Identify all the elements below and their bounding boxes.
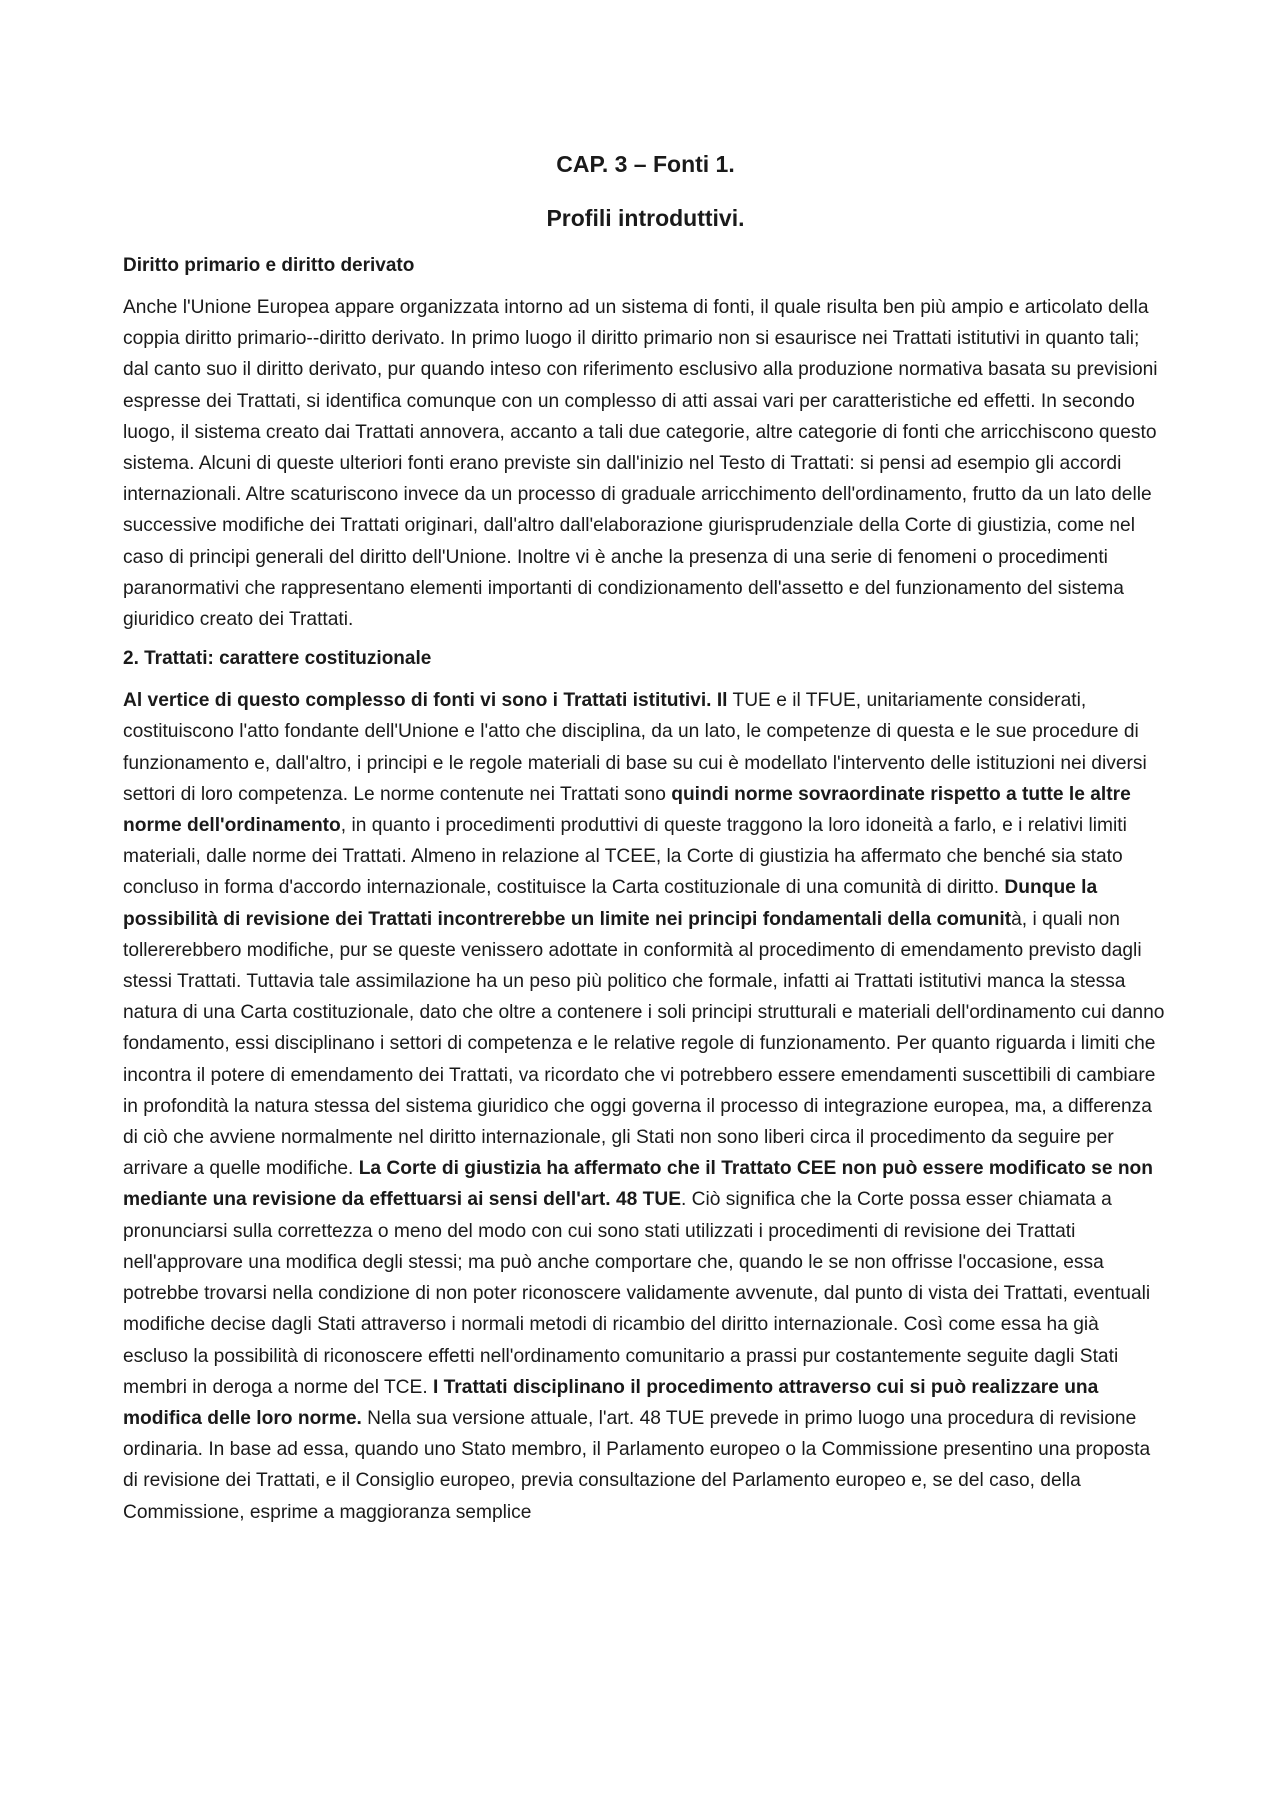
text-2: , in quanto i procedimenti produttivi di queste traggono la loro idoneità a farlo, e i relativi limiti materiali, dalle norme dei Trattati. Almeno in relazione al TCEE, la Corte di giustizia ha affermato che benché sia stato concluso in forma d'accordo internazionale, costituisce la Carta costituzionale di una comunità di diritto. (123, 815, 1127, 899)
text-4: . Ciò significa che la Corte possa esser chiamata a pronunciarsi sulla correttezza o meno del modo con cui sono stati utilizzati i procedimenti di revisione dei Trattati nell'approvare una modifica degli stessi; ma può anche comportare che, quando le se non offrisse l'occasione, essa potrebbe trovarsi nella condizione di non poter riconoscere validamente avvenute, dal punto di vista dei Trattati, eventuali modifiche decise dagli Stati attraverso i normali metodi di ricambio del diritto internazionale. Così come essa ha già escluso la possibilità di riconoscere effetti nell'ordinamento comunitario a prassi pur costantemente seguite dagli Stati membri in deroga a norme del TCE. (123, 1189, 1151, 1398)
paragraph-diritto: Anche l'Unione Europea appare organizzata intorno ad un sistema di fonti, il quale risulta ben più ampio e articolato della coppia diritto primario--diritto derivato. In primo luogo il diritto primario non si esaurisce nei Trattati istitutivi in quanto tali; dal canto suo il diritto derivato, pur quando inteso con riferimento esclusivo alla produzione normativa basata su previsioni espresse dei Trattati, si identifica comunque con un complesso di atti assai vari per caratteristiche ed effetti. In secondo luogo, il sistema creato dai Trattati annovera, accanto a tali due categorie, altre categorie di fonti che arricchiscono questo sistema. Alcuni di queste ulteriori fonti erano previste sin dall'inizio nel Testo di Trattati: si pensi ad esempio gli accordi internazionali. Altre scaturiscono invece da un processo di graduale arricchimento dell'ordinamento, frutto da un lato delle successive modifiche dei Trattati originari, dall'altro dall'elaborazione giurisprudenziale della Corte di giustizia, come nel caso di principi generali del diritto dell'Unione. Inoltre vi è anche la presenza di una serie di fenomeni o procedimenti paranormativi che rappresentano elementi importanti di condizionamento dell'assetto e del funzionamento del sistema giuridico creato dei Trattati. (123, 297, 1158, 631)
chapter-subtitle: Profili introduttivi. (546, 205, 745, 231)
bold-text-3: Dunque la possibilità di revisione dei Trattati incontrerebbe un limite nei principi fondamentali della comunit (123, 877, 1098, 930)
bold-text-1: Al vertice di questo complesso di fonti vi sono i Trattati istitutivi. Il (123, 690, 728, 712)
bold-text-5: I Trattati disciplinano il procedimento attraverso cui si può realizzare una modifica delle loro norme. (123, 1376, 1099, 1429)
bold-text-2: quindi norme sovraordinate rispetto a tutte le altre norme dell'ordinamento (123, 783, 1131, 837)
text-5: Nella sua versione attuale, l'art. 48 TUE prevede in primo luogo una procedura di revisione ordinaria. In base ad essa, quando uno Stato membro, il Parlamento europeo o la Commissione presentino una proposta di revisione dei Trattati, e il Consiglio europeo, previa consultazione del Parlamento europeo e, se del caso, della Commissione, esprime a maggioranza semplice (123, 1407, 1151, 1523)
chapter-title: CAP. 3 – Fonti 1. (556, 151, 735, 177)
paragraph-trattati (123, 685, 1168, 1527)
text-3: à, i quali non tollererebbero modifiche, pur se queste venissero adottate in conformità al procedimento di emendamento previsto dagli stessi Trattati. Tuttavia tale assimilazione ha un peso più politico che formale, infatti ai Trattati istitutivi manca la stessa natura di una Carta costituzionale, dato che oltre a contenere i soli principi strutturali e materiali dell'ordinamento cui danno fondamento, essi disciplinano i settori di competenza e le relative regole di funzionamento. Per quanto riguarda i limiti che incontra il potere di emendamento dei Trattati, va ricordato che vi potrebbero essere emendamenti suscettibili di cambiare in profondità la natura stessa del sistema giuridico che oggi governa il processo di integrazione europea, ma, a differenza di ciò che avviene normalmente nel diritto internazionale, gli Stati non sono liberi circa il procedimento da seguire per arrivare a quelle modifiche. (123, 908, 1165, 1180)
section-heading-diritto: Diritto primario e diritto derivato (123, 255, 415, 276)
document-page (123, 150, 1168, 1540)
bold-text-4: La Corte di giustizia ha affermato che il Trattato CEE non può essere modificato se non mediante una revisione da effettuarsi ai sensi dell'art. 48 TUE (123, 1158, 1153, 1211)
text-1: TUE e il TFUE, unitariamente considerati, costituiscono l'atto fondante dell'Unione e l'atto che disciplina, da un lato, le competenze di questa e le sue procedure di funzionamento e, dall'altro, i principi e le regole materiali di base su cui è modellato l'intervento delle istituzioni nei diversi settori di loro competenza. Le norme contenute nei Trattati sono (123, 690, 1147, 805)
section-heading-trattati: 2. Trattati: carattere costituzionale (123, 648, 432, 670)
